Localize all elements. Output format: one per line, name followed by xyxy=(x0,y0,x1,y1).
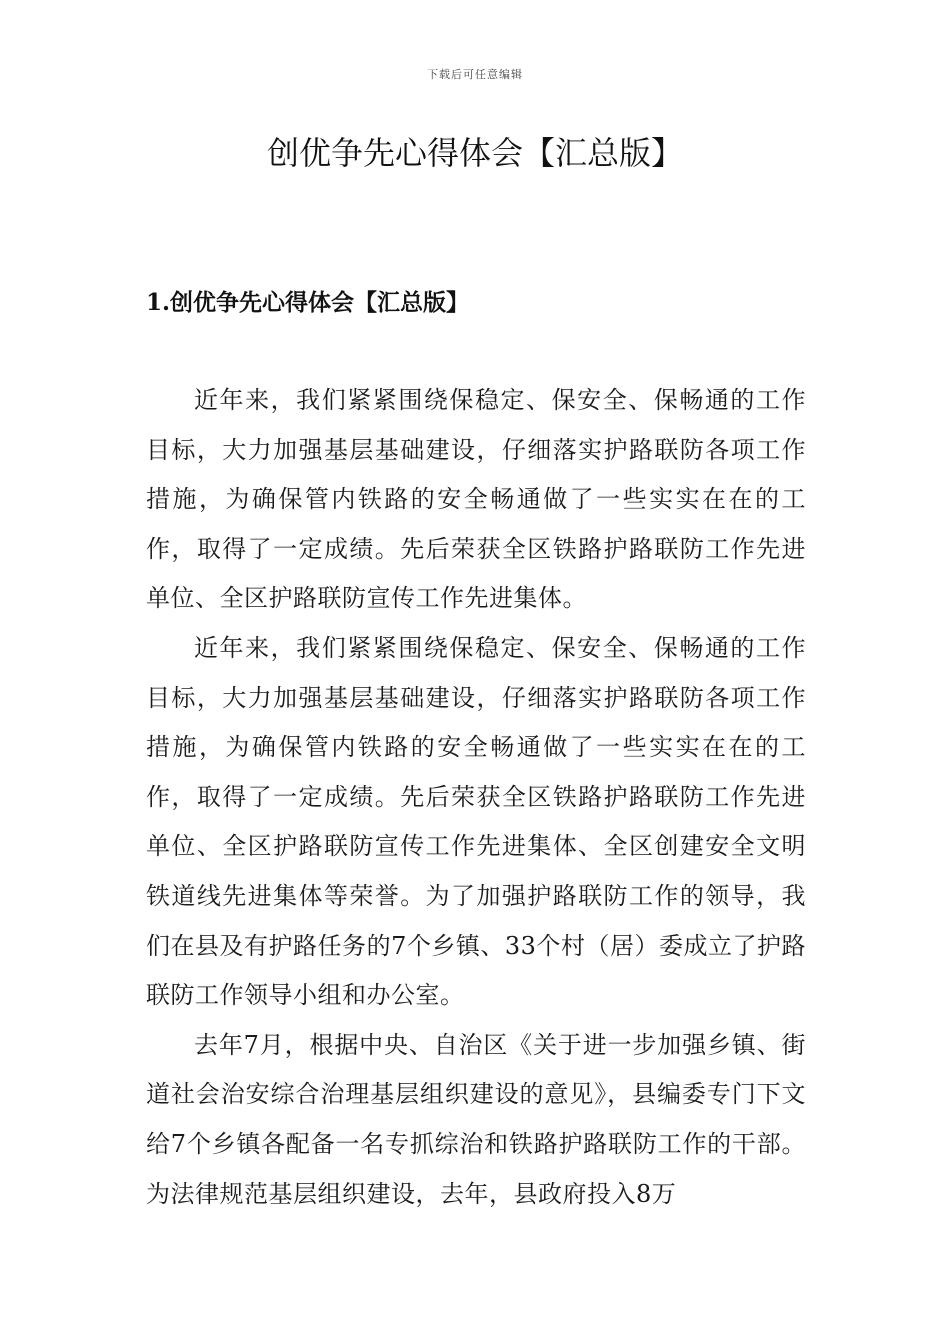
paragraph-2: 近年来，我们紧紧围绕保稳定、保安全、保畅通的工作目标，大力加强基层基础建设，仔细落实护路联防各项工作措施，为确保管内铁路的安全畅通做了一些实实在在的工作，取得了一定成绩。先后荣获全区铁路护路联防工作先进单位、全区护路联防宣传工作先进集体、全区创建安全文明铁道线先进集体等荣誉。为了加强护路联防工作的领导，我们在县及有护路任务的7个乡镇、33个村（居）委成立了护路联防工作领导小组和办公室。 xyxy=(146,633,806,1010)
paragraph-3: 去年7月，根据中央、自治区《关于进一步加强乡镇、街道社会治安综合治理基层组织建设的意见》，县编委专门下文给7个乡镇各配备一名专抓综治和铁路护路联防工作的干部。为法律规范基层组织建设，去年，县政府投入8万 xyxy=(146,1030,806,1208)
paragraph-1: 近年来，我们紧紧围绕保稳定、保安全、保畅通的工作目标，大力加强基层基础建设，仔细落实护路联防各项工作措施，为确保管内铁路的安全畅通做了一些实实在在的工作，取得了一定成绩。先后荣获全区铁路护路联防工作先进单位、全区护路联防宣传工作先进集体。 xyxy=(146,386,806,613)
document-title: 创优争先心得体会【汇总版】 xyxy=(266,134,683,172)
document-body xyxy=(146,376,806,1219)
section-heading: 1.创优争先心得体会【汇总版】 xyxy=(146,289,470,316)
header-note: 下载后可任意编辑 xyxy=(427,68,523,81)
